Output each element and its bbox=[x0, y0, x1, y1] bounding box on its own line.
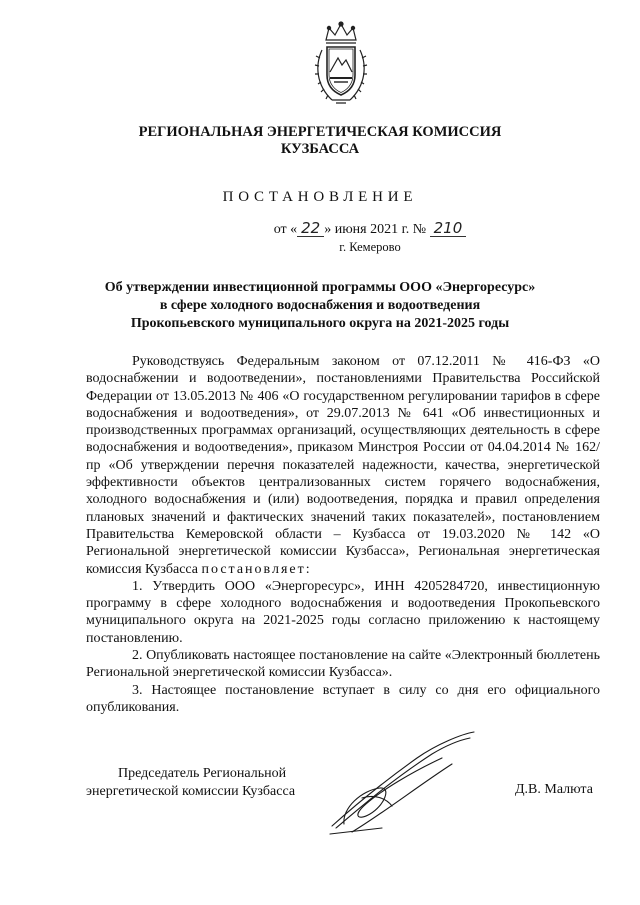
coat-of-arms-emblem bbox=[312, 20, 370, 106]
item-1: 1. Утвердить ООО «Энергоресурс», ИНН 4205284720, инвестиционную программу в сфере холодного водоснабжения и водоотведения Прокопьевского муниципального округа на 2021-2025 годы согласно приложению к настоящему постановлению. bbox=[86, 578, 600, 646]
handwritten-signature bbox=[322, 728, 482, 838]
signatory-name: Д.В. Малюта bbox=[515, 782, 593, 797]
city-label: г. Кемерово bbox=[339, 240, 401, 254]
date-prefix: от « bbox=[273, 222, 298, 237]
document-body bbox=[86, 353, 600, 716]
org-line-2: КУЗБАССА bbox=[280, 141, 360, 157]
date-number-line bbox=[240, 221, 500, 238]
organization-name bbox=[0, 124, 640, 158]
document-type: ПОСТАНОВЛЕНИЕ bbox=[222, 189, 418, 205]
resolves-word: постановляет: bbox=[201, 561, 312, 577]
signatory-position bbox=[86, 765, 295, 800]
position-line-1: Председатель Региональной bbox=[118, 766, 287, 781]
handwritten-day: 22 bbox=[297, 221, 324, 237]
handwritten-number: 210 bbox=[430, 221, 467, 237]
preamble-text: Руководствуясь Федеральным законом от 07.12.2011 № 416-ФЗ «О водоснабжении и водоотведении», постановлениями Правительства Российской Федерации от 13.05.2013 № 406 «О государственном регулировании тарифов в сфере водоснабжения и водоотведения», от 29.07.2013 № 641 «Об инвестиционных и производственных программах организаций, осуществляющих деятельность в сфере водоснабжения и водоотведения», приказом Минстроя России от 04.04.2014 № 162/пр «Об утверждении перечня показателей надежности, качества, энергетической эффективности объектов централизованных систем горячего водоснабжения, холодного водоснабжения и (или) водоотведения, порядка и правил определения плановых значений и фактических значений таких показателей», постановлением Правительства Кемеровской области – Кузбасса от 19.03.2020 № 142 «О Региональной энергетической комиссии Кузбасса», Региональная энергетическая комиссия Кузбасса bbox=[86, 354, 600, 577]
position-line-2: энергетической комиссии Кузбасса bbox=[86, 783, 296, 799]
item-2: 2. Опубликовать настоящее постановление на сайте «Электронный бюллетень Региональной энергетической комиссии Кузбасса». bbox=[86, 648, 600, 681]
org-line-1: РЕГИОНАЛЬНАЯ ЭНЕРГЕТИЧЕСКАЯ КОМИССИЯ bbox=[138, 124, 502, 140]
item-3: 3. Настоящее постановление вступает в силу со дня его официального опубликования. bbox=[86, 682, 600, 715]
preamble-paragraph bbox=[86, 353, 600, 578]
title-line-3: Прокопьевского муниципального округа на 2021-2025 годы bbox=[130, 316, 510, 331]
document-title bbox=[0, 279, 640, 333]
title-line-1: Об утверждении инвестиционной программы ООО «Энергоресурс» bbox=[104, 280, 536, 295]
month-year-label: » июня 2021 г. № bbox=[324, 222, 427, 237]
title-line-2: в сфере холодного водоснабжения и водоотведения bbox=[159, 298, 481, 313]
